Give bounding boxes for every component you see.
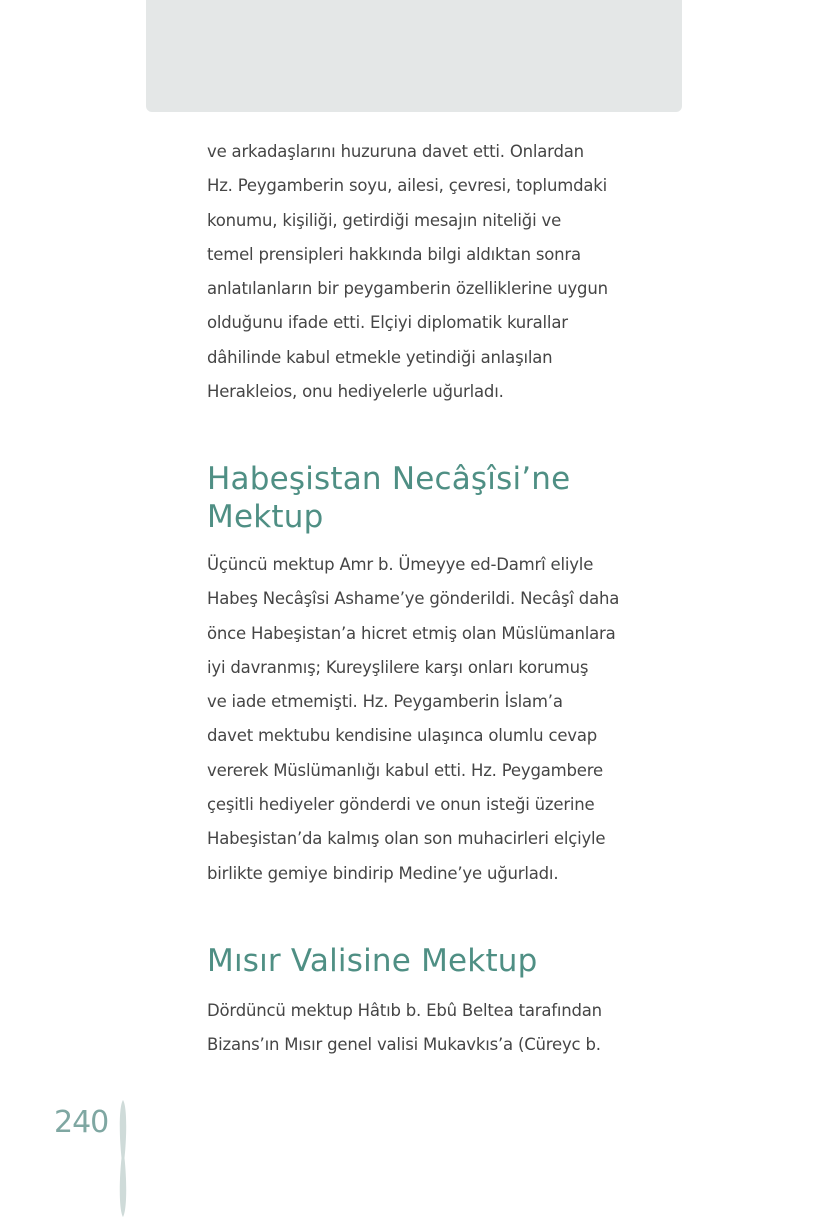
heading-misir: Mısır Valisine Mektup (207, 943, 538, 979)
header-image-placeholder (146, 0, 682, 112)
paragraph-habesistan: Üçüncü mektup Amr b. Ümeyye ed-Damrî eliyle Habeş Necâşîsi Ashame’ye gönderildi. Necâşî daha önce Habeşistan’a hicret etmiş olan Müslümanlara iyi davranmış; Kureyşlilere karşı onları korumuş ve iade etmemişti. Hz. Peygamberin İslam’a davet mektubu kendisine ulaşınca olumlu cevap vererek Müslümanlığı kabul etti. Hz. Peygambere çeşitli hediyeler gönderdi ve onun isteği üzerine Habeşistan’da kalmış olan son muhacirleri elçiyle birlikte gemiye bindirip Medine’ye uğurladı. (207, 555, 620, 883)
paragraph-intro-end: ve arkadaşlarını huzuruna davet etti. Onlardan Hz. Peygamberin soyu, ailesi, çevresi, toplumdaki konumu, kişiliği, getirdiği mesajın niteliği ve temel prensipleri hakkında bilgi aldıktan sonra anlatılanların bir peygamberin özelliklerine uygun olduğunu ifade etti. Elçiyi diplomatik kurallar dâhilinde kabul etmekle yetindiği anlaşılan Herakleios, onu hediyelerle uğurladı. (207, 142, 608, 402)
page-number: 240 (54, 1105, 109, 1140)
heading-habesistan: Habeşistan Necâşîsi’ne Mektup (207, 461, 571, 535)
page-ornament-icon (111, 1100, 135, 1217)
paragraph-misir: Dördüncü mektup Hâtıb b. Ebû Beltea tarafından Bizans’ın Mısır genel valisi Mukavkıs’a (Cüreyc b. (207, 1001, 602, 1055)
